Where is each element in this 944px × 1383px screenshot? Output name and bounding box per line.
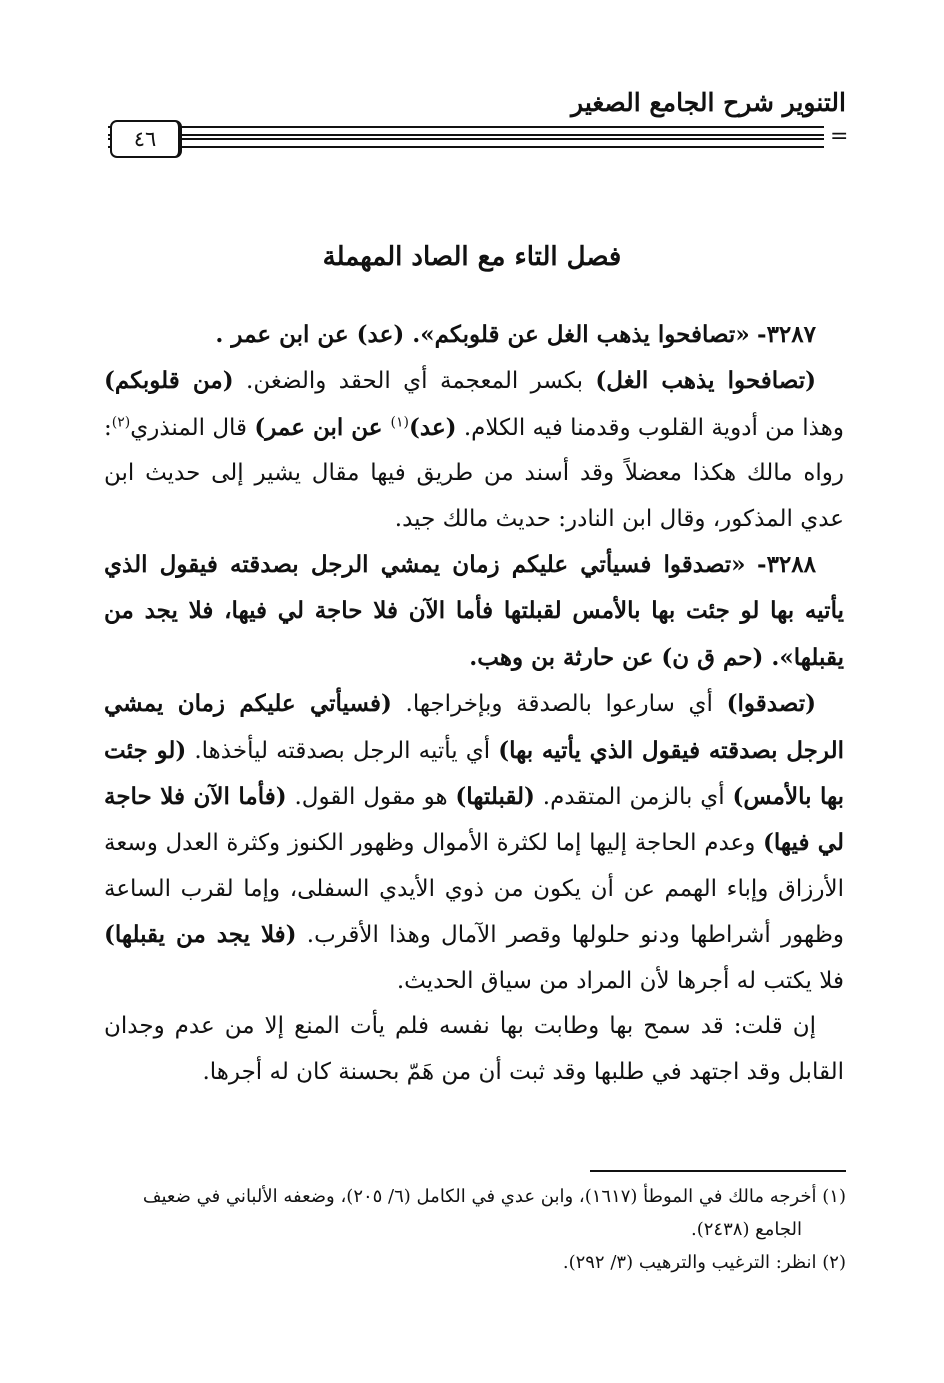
commentary-3288 xyxy=(104,681,844,1004)
footnotes xyxy=(106,1180,846,1279)
commentary-text: : رواه مالك هكذا معضلاً وقد أسند من طريق فيها مقال يشير إلى حديث ابن عدي المذكور، وقال ابن النادر: حديث مالك جيد. xyxy=(103,414,844,532)
running-title: التنوير شرح الجامع الصغير xyxy=(571,88,846,117)
commentary-3287 xyxy=(104,358,844,542)
commentary-text: أي يأتيه الرجل بصدقته ليأخذها. xyxy=(186,737,499,764)
hadith-text: «تصافحوا يذهب الغل عن قلوبكم». xyxy=(412,321,750,348)
quoted-phrase: (عد) xyxy=(408,413,457,441)
commentary-text: وهذا من أدوية القلوب وقدمنا فيه الكلام. xyxy=(456,414,844,441)
question-paragraph: إن قلت: قد سمح بها وطابت بها نفسه فلم يأت المنع إلا من عدم وجدان القابل وقد اجتهد في طلبها وقد ثبت أن من هَمّ بحسنة كان له أجرها. xyxy=(104,1013,844,1085)
header-rule-bottom xyxy=(108,138,824,148)
hadith-number: ٣٢٨٨- xyxy=(757,551,816,579)
footnote-ref-2[interactable]: (٢) xyxy=(111,414,131,431)
page-number: ٤٦ xyxy=(133,127,157,151)
header-edge-mark: = xyxy=(830,124,849,149)
commentary-text: وعدم الحاجة إليها إما لكثرة الأموال وظهور الكنوز وكثرة العدل وسعة الأرزاق وإباء الهمم عن أن يكون من ذوي الأيدي السفلى، وإما لقرب الساعة وظهور أشراطها ودنو حلولها وقصر الآمال وهذا الأقرب. xyxy=(104,830,845,949)
main-text xyxy=(104,312,844,1095)
quoted-phrase: (لقبلتها) xyxy=(455,783,535,811)
quoted-phrase: عن ابن عمر) xyxy=(254,413,391,441)
quoted-phrase: (لو جئت بها بالأمس) xyxy=(104,736,845,811)
footnote-1: (١) أخرجه مالك في الموطأ (١٦١٧)، وابن عدي في الكامل (٦/ ٢٠٥)، وضعفه الألباني في ضعيف xyxy=(142,1186,846,1207)
footnote-2: (٢) انظر: الترغيب والترهيب (٣/ ٢٩٢). xyxy=(562,1252,846,1273)
hadith-source: (حم ق ن) عن حارثة بن وهب. xyxy=(469,643,772,671)
quoted-phrase: (فسيأتي عليكم زمان يمشي الرجل بصدقته فيقول الذي يأتيه بها) xyxy=(104,690,844,764)
page-number-box xyxy=(110,120,182,158)
quoted-phrase: (تصدقوا) xyxy=(726,690,817,718)
commentary-text: أي بالزمن المتقدم. xyxy=(534,784,733,811)
hadith-3287 xyxy=(104,312,844,358)
quoted-phrase: (فأما الآن فلا حاجة لي فيها) xyxy=(104,783,844,857)
hadith-number: ٣٢٨٧- xyxy=(757,321,816,348)
hadith-3288 xyxy=(104,542,844,681)
commentary-text: فلا يكتب له أجرها لأن المراد من سياق الحديث. xyxy=(396,967,844,994)
quoted-phrase: (من قلوبكم) xyxy=(104,367,234,395)
commentary-text: بكسر المعجمة أي الحقد والضغن. xyxy=(233,368,596,395)
commentary-text: أي سارعوا بالصدقة وبإخراجها. xyxy=(391,691,727,718)
section-title: فصل التاء مع الصاد المهملة xyxy=(322,242,622,272)
header-rule-top xyxy=(108,126,824,136)
quoted-phrase: (فلا يجد من يقبلها) xyxy=(104,921,297,949)
commentary-text: هو مقول القول. xyxy=(286,784,456,811)
footnote-separator xyxy=(590,1170,846,1172)
commentary-text: قال المنذري xyxy=(130,414,255,441)
quoted-phrase: (تصافحوا يذهب الغل) xyxy=(595,367,816,395)
hadith-text: «تصدقوا فسيأتي عليكم زمان يمشي الرجل بصدقته فيقول الذي يأتيه بها لو جئت بها بالأمس لقبلتها فأما الآن فلا حاجة لي فيها، فلا يجد من يقبلها». xyxy=(104,551,844,671)
footnote-1-continued: الجامع (٢٤٣٨). xyxy=(691,1219,802,1240)
hadith-source: (عد) عن ابن عمر . xyxy=(215,321,413,348)
footnote-ref-1[interactable]: (١) xyxy=(390,414,409,431)
